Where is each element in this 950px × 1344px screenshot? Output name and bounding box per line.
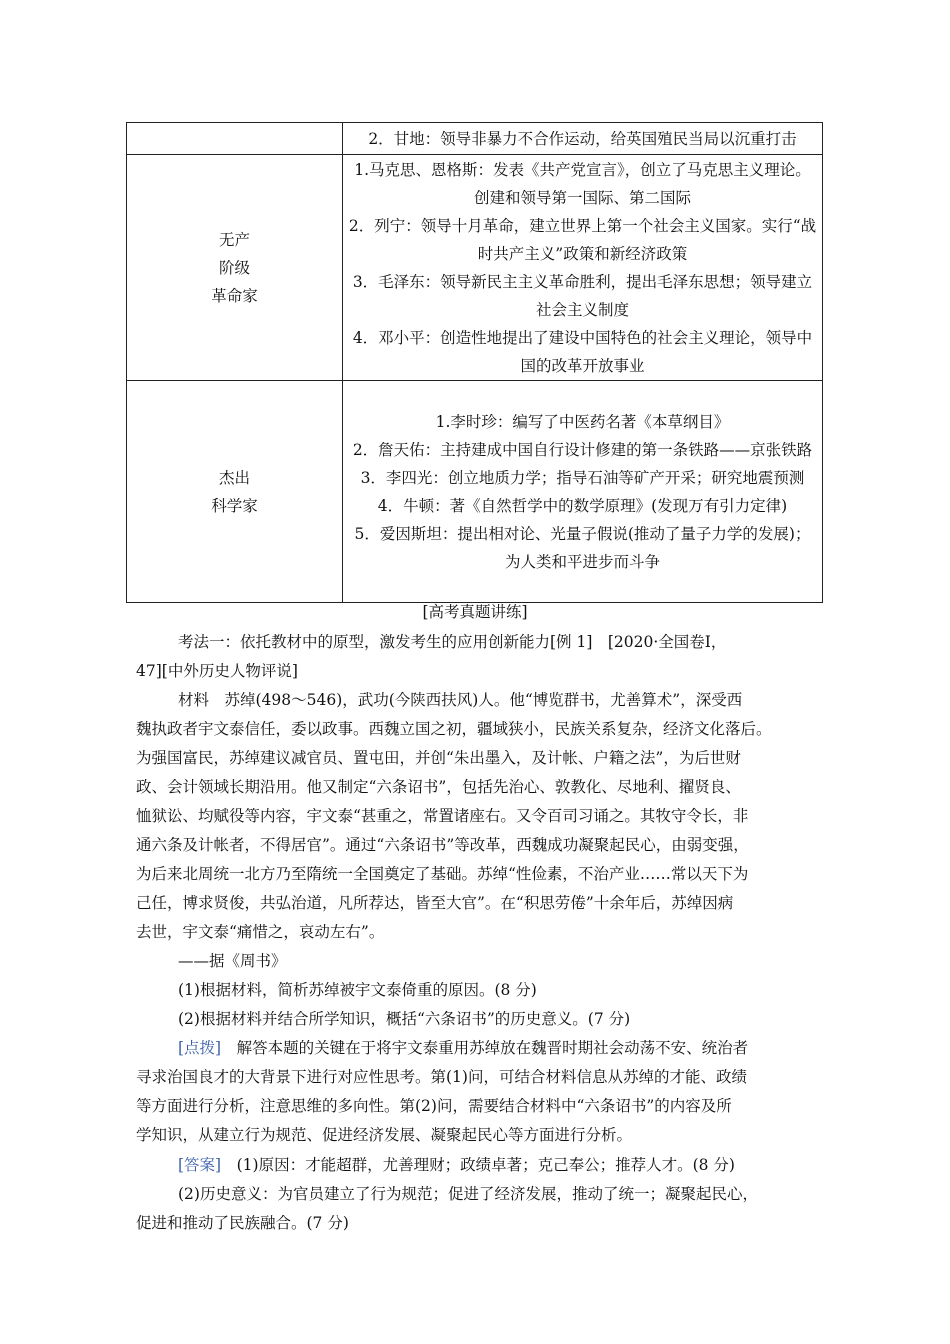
list-item: 2．列宁：领导十月革命，建立世界上第一个社会主义国家。实行“战时共产主义”政策和新经济政策 — [348, 216, 817, 263]
summary-table — [126, 122, 823, 603]
answer-line-3: 促进和推动了民族融合。(7 分) — [136, 1214, 349, 1232]
hint-line: 学知识，从建立行为规范、促进经济发展、凝聚起民心等方面进行分析。 — [136, 1126, 633, 1144]
category-label: 阶级 — [218, 258, 250, 277]
category-cell — [127, 123, 343, 155]
material-line: 为强国富民，苏绰建议减官员、置屯田，并创“朱出墨入，及计帐、户籍之法”，为后世财 — [136, 749, 741, 767]
category-label: 科学家 — [211, 496, 258, 515]
material-line: 去世，宇文泰“痛惜之，哀动左右”。 — [136, 923, 385, 941]
question-1-text: (1)根据材料，简析苏绰被宇文泰倚重的原因。(8 分) — [178, 981, 537, 999]
list-item: 1.李时珍：编写了中医药名著《本草纲目》 — [435, 412, 730, 431]
material-line: 政、会计领域长期沿用。他又制定“六条诏书”，包括先治心、敦教化、尽地利、擢贤良、 — [136, 778, 741, 796]
material-line: 恤狱讼、均赋役等内容，宇文泰“甚重之，常置诸座右。又令百司习诵之。其牧守令长，非 — [136, 807, 749, 825]
table-row — [127, 155, 823, 381]
material-line: 通六条及计帐者，不得居官”。通过“六条诏书”等改革，西魏成功凝聚起民心，由弱变强， — [136, 836, 749, 854]
material-line: 魏执政者宇文泰信任，委以政事。西魏立国之初，疆域狭小，民族关系复杂，经济文化落后。 — [136, 720, 772, 738]
items-cell — [343, 123, 823, 155]
answer-block — [136, 1151, 828, 1238]
method-line: 47][中外历史人物评说] — [136, 662, 298, 680]
material-line: 材料 苏绰(498～546)，武功(今陕西扶风)人。他“博览群书，尤善算术”，深受西 — [178, 691, 743, 709]
section-title: [高考真题讲练] — [422, 603, 528, 621]
question-1 — [136, 976, 828, 1005]
list-item: 2．詹天佑：主持建成中国自行设计修建的第一条铁路——京张铁路 — [352, 440, 813, 459]
hint-tag: [点拨] — [178, 1039, 222, 1057]
items-cell — [343, 155, 823, 381]
list-item: 3．李四光：创立地质力学；指导石油等矿产开采；研究地震预测 — [360, 468, 805, 487]
list-item: 5．爱因斯坦：提出相对论、光量子假说(推动了量子力学的发展)；为人类和平进步而斗争 — [354, 524, 811, 571]
answer-line-2: (2)历史意义：为官员建立了行为规范；促进了经济发展，推动了统一；凝聚起民心， — [178, 1185, 758, 1203]
list-item: 4．邓小平：创造性地提出了建设中国特色的社会主义理论，领导中国的改革开放事业 — [352, 328, 813, 375]
hint-line — [136, 1034, 828, 1063]
material-line: 己任，博求贤俊，共弘治道，凡所荐达，皆至大官”。在“积思劳倦”十余年后，苏绰因病 — [136, 894, 734, 912]
answer-line-1 — [136, 1151, 828, 1180]
hint-line: 寻求治国良才的大背景下进行对应性思考。第(1)问，可结合材料信息从苏绰的才能、政绩 — [136, 1068, 747, 1086]
question-2 — [136, 1005, 828, 1034]
source-citation — [136, 947, 828, 976]
list-item: 1.马克思、恩格斯：发表《共产党宣言》，创立了马克思主义理论。创建和领导第一国际、第二国际 — [354, 160, 811, 207]
hint-text: 解答本题的关键在于将宇文泰重用苏绰放在魏晋时期社会动荡不安、统治者 — [221, 1039, 749, 1057]
table-row — [127, 123, 823, 155]
material-passage — [136, 686, 828, 947]
answer-1-text: (1)原因：才能超群，尤善理财；政绩卓著；克己奉公；推荐人才。(8 分) — [221, 1156, 735, 1174]
category-label: 无产 — [218, 230, 250, 249]
hint-block — [136, 1034, 828, 1150]
category-label: 杰出 — [218, 468, 250, 487]
list-item: 2．甘地：领导非暴力不合作运动，给英国殖民当局以沉重打击 — [368, 129, 797, 148]
hint-line: 等方面进行分析，注意思维的多向性。第(2)问，需要结合材料中“六条诏书”的内容及所 — [136, 1097, 732, 1115]
question-2-text: (2)根据材料并结合所学知识，概括“六条诏书”的历史意义。(7 分) — [178, 1010, 631, 1028]
items-cell — [343, 381, 823, 603]
answer-tag: [答案] — [178, 1156, 222, 1174]
list-item: 4．牛顿：著《自然哲学中的数学原理》(发现万有引力定律) — [377, 496, 788, 515]
source-line: ——据《周书》 — [178, 952, 287, 970]
method-line: 考法一：依托教材中的原型，激发考生的应用创新能力[例 1] [2020·全国卷Ⅰ， — [178, 633, 727, 651]
method-heading — [136, 628, 828, 686]
table-row — [127, 381, 823, 603]
category-cell — [127, 381, 343, 603]
category-cell — [127, 155, 343, 381]
list-item: 3．毛泽东：领导新民主主义革命胜利，提出毛泽东思想；领导建立社会主义制度 — [352, 272, 813, 319]
material-line: 为后来北周统一北方乃至隋统一全国奠定了基础。苏绰“性俭素，不治产业……常以天下为 — [136, 865, 749, 883]
category-label: 革命家 — [211, 286, 258, 305]
